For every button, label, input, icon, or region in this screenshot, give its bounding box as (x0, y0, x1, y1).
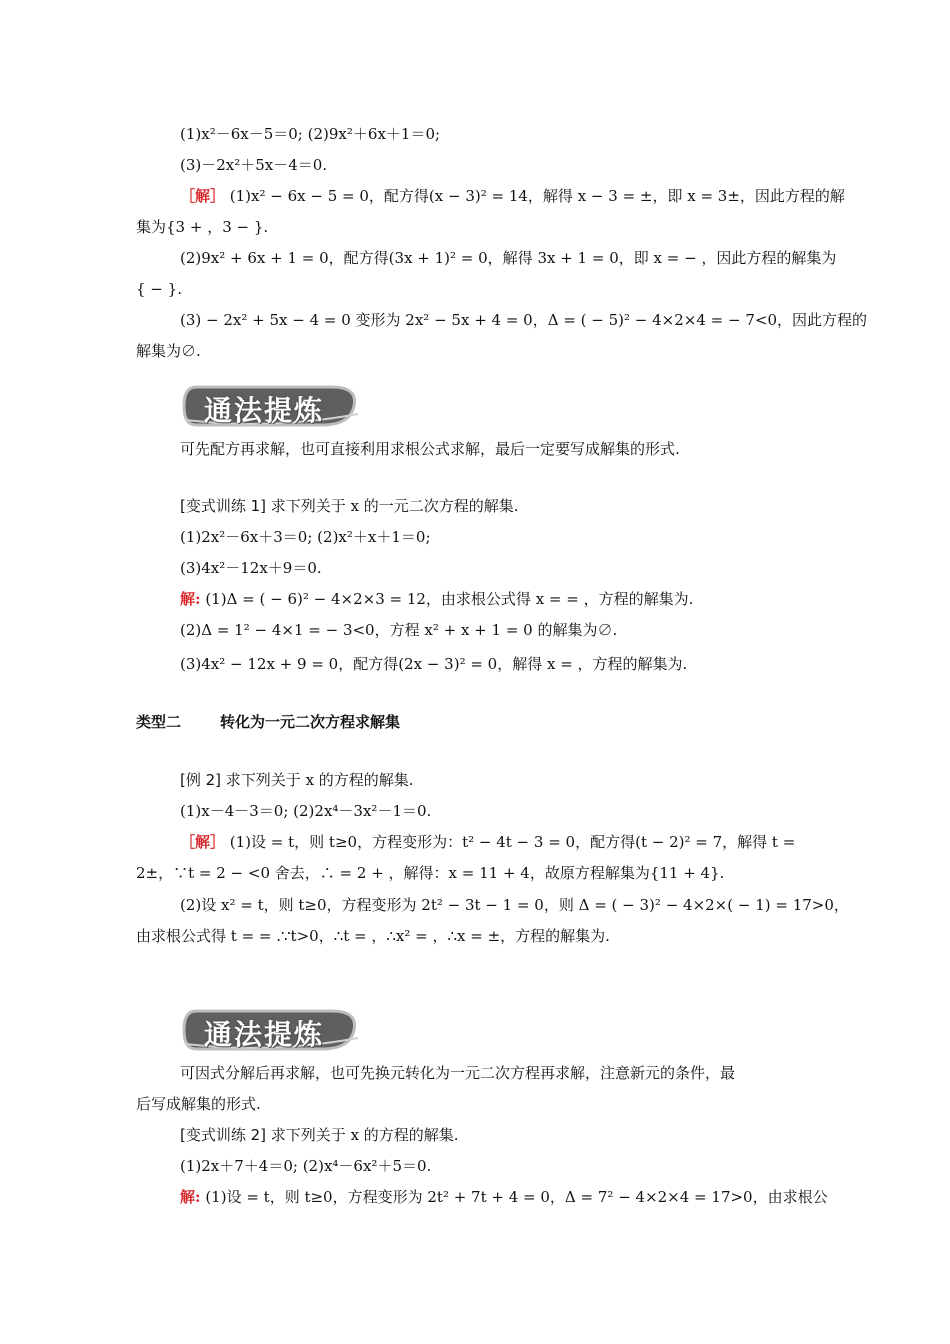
example2-solution-line1: ［解］ (1)设 = t，则 t≥0，方程变形为：t² − 4t − 3 = 0，配方得(t − 2)² = 7，解得 t = (180, 833, 796, 851)
variant2-label: [变式训练 2] (180, 1126, 267, 1144)
badge-text: 通法提炼 (204, 1018, 325, 1051)
example1-solution-line3: (2)9x² + 6x + 1 = 0，配方得(3x + 1)² = 0，解得 3x + 1 = 0，即 x = − ，因此方程的解集为 (180, 249, 837, 267)
answer-label: 解: (180, 1188, 201, 1206)
variant2-answer1: 解: (1)设 = t，则 t≥0，方程变形为 2t² + 7t + 4 = 0，Δ = 7² − 4×2×4 = 17>0，由求根公 (180, 1188, 828, 1206)
variant2-prompt: [变式训练 2] 求下列关于 x 的方程的解集. (180, 1126, 459, 1144)
example2-equations: (1)x－4－3＝0; (2)2x⁴－3x²－1＝0. (180, 802, 432, 820)
example2-solution-line4: 由求根公式得 t = = .∵t>0，∴t = ，∴x² = ，∴x = ±，方程的解集为. (136, 927, 610, 945)
method-summary-badge (182, 384, 360, 428)
variant2-q1: (1)2x＋7＋4＝0; (2)x⁴－6x²＋5＝0. (180, 1157, 432, 1175)
method-summary-text: 可因式分解后再求解，也可先换元转化为一元二次方程再求解，注意新元的条件，最 (180, 1064, 736, 1082)
example1-equations-line1: (1)x²－6x－5＝0; (2)9x²＋6x＋1＝0; (180, 125, 441, 143)
section-type-label: 类型二 (136, 713, 182, 731)
example1-solution-line6: 解集为∅. (136, 342, 201, 360)
example2-solution-line3: (2)设 x² = t，则 t≥0，方程变形为 2t² − 3t − 1 = 0，则 Δ = ( − 3)² − 4×2×( − 1) = 17>0， (180, 896, 849, 914)
variant1-answer2: (2)Δ = 1² − 4×1 = − 3<0，方程 x² + x + 1 = 0 的解集为∅. (180, 621, 618, 639)
example2-solution-line2: 2±，∵t = 2 − <0 舍去，∴ = 2 + ，解得：x = 11 + 4，故原方程解集为{11 + 4}. (136, 864, 725, 882)
answer-label: 解: (180, 590, 201, 608)
badge-text: 通法提炼 (204, 394, 325, 427)
variant1-answer1: 解: (1)Δ = ( − 6)² − 4×2×3 = 12，由求根公式得 x = = ，方程的解集为. (180, 590, 694, 608)
example1-solution-line1: ［解］ (1)x² − 6x − 5 = 0，配方得(x − 3)² = 14，解得 x − 3 = ±，即 x = 3±，因此方程的解 (180, 187, 845, 205)
variant1-prompt: [变式训练 1] 求下列关于 x 的一元二次方程的解集. (180, 497, 519, 515)
example2-label: [例 2] (180, 771, 222, 789)
variant1-answer3: (3)4x² − 12x + 9 = 0，配方得(2x − 3)² = 0，解得 x = ，方程的解集为. (180, 655, 688, 673)
variant1-label: [变式训练 1] (180, 497, 267, 515)
example1-solution-line5: (3) − 2x² + 5x − 4 = 0 变形为 2x² − 5x + 4 = 0，Δ = ( − 5)² − 4×2×4 = − 7<0，因此方程的 (180, 311, 867, 329)
method-summary-badge (182, 1008, 360, 1052)
section-title: 转化为一元二次方程求解集 (220, 713, 401, 731)
example2-prompt: [例 2] 求下列关于 x 的方程的解集. (180, 771, 414, 789)
example1-equations-line2: (3)－2x²＋5x－4＝0. (180, 156, 328, 174)
variant1-q2: (3)4x²－12x＋9＝0. (180, 559, 322, 577)
solution-label: ［解］ (180, 833, 226, 851)
method-summary-text-cont: 后写成解集的形式. (136, 1095, 261, 1113)
variant1-q1: (1)2x²－6x＋3＝0; (2)x²＋x＋1＝0; (180, 528, 431, 546)
example1-solution-line2: 集为{3 + ，3 − }. (136, 218, 269, 236)
method-summary-text: 可先配方再求解，也可直接利用求根公式求解，最后一定要写成解集的形式. (180, 440, 680, 458)
example1-solution-line4: { − }. (136, 280, 182, 298)
solution-label: ［解］ (180, 187, 226, 205)
